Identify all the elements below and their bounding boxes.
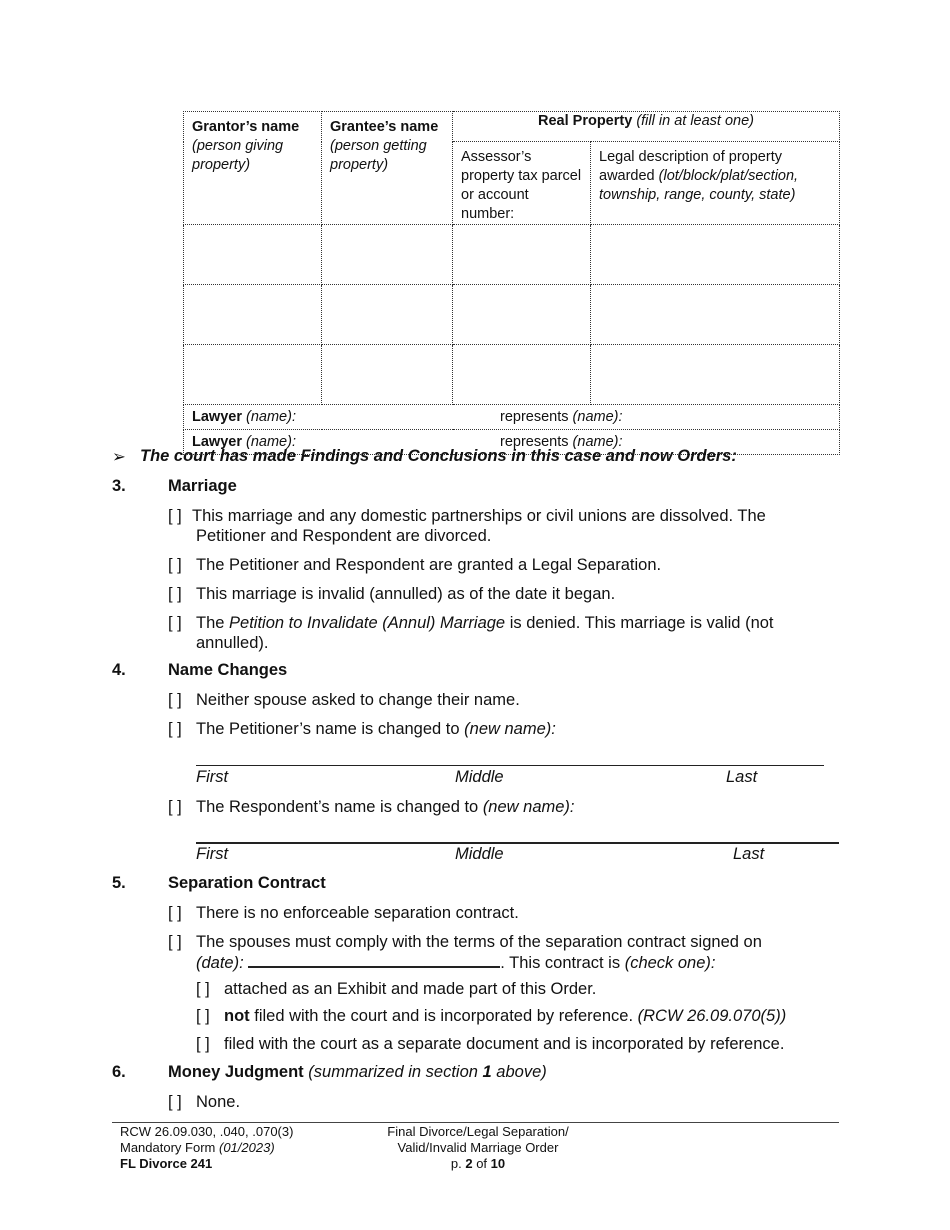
grantee-cell[interactable] <box>322 225 453 285</box>
respondent-new-name-hint: (new name): <box>482 798 575 816</box>
represents-label: represents <box>500 409 569 425</box>
grantor-title: Grantor’s name <box>192 119 300 135</box>
grantee-cell[interactable] <box>322 345 453 405</box>
footer-page <box>338 1156 618 1172</box>
petition-denied-text-2: annulled). <box>196 634 269 652</box>
first-label: First <box>196 845 229 863</box>
petitioner-new-name-hint: (new name): <box>464 720 556 738</box>
petitioner-name-change-label: The Petitioner’s name is changed to <box>196 720 460 738</box>
footer-divider <box>112 1122 839 1123</box>
footer-page-of: of <box>476 1156 488 1171</box>
table-row <box>184 225 840 285</box>
footer-left <box>120 1124 293 1172</box>
assessor-label: Assessor’s property tax parcel or account number: <box>461 149 582 222</box>
checkbox[interactable]: [ ] <box>168 507 182 525</box>
respondent-name-change-text <box>196 797 575 817</box>
filed-separately-text: filed with the court as a separate document and is incorporated by reference. <box>224 1035 785 1053</box>
middle-label: Middle <box>455 845 504 863</box>
footer-title-1: Final Divorce/Legal Separation/ <box>387 1124 569 1139</box>
section-6-number: 6. <box>112 1063 126 1081</box>
petitioner-name-line[interactable] <box>196 765 824 766</box>
first-label: First <box>196 768 229 786</box>
section-6-sub-post: above) <box>496 1063 547 1081</box>
checkbox[interactable]: [ ] <box>196 980 210 998</box>
no-name-change-text: Neither spouse asked to change their name. <box>196 691 520 709</box>
footer-page-number: 2 <box>465 1156 473 1171</box>
date-hint: (date): <box>196 954 244 972</box>
footer-form-id: FL Divorce 241 <box>120 1156 213 1171</box>
legal-description-header <box>591 142 840 225</box>
checkbox[interactable]: [ ] <box>168 556 182 574</box>
checkbox[interactable]: [ ] <box>168 904 182 922</box>
legal-description-cell[interactable] <box>591 225 840 285</box>
lawyer-hint: (name): <box>246 409 296 425</box>
none-text: None. <box>196 1093 241 1111</box>
marriage-invalid-text: This marriage is invalid (annulled) as of the date it began. <box>196 585 616 603</box>
petition-denied-text <box>196 613 774 633</box>
footer-title-2: Valid/Invalid Marriage Order <box>397 1140 559 1155</box>
grantee-cell[interactable] <box>322 285 453 345</box>
checkbox[interactable]: [ ] <box>168 1093 182 1111</box>
orders-intro: The court has made Findings and Conclusions in this case and now Orders: <box>140 447 737 465</box>
legal-description-hint: (lot/block/plat/section, township, range, county, state) <box>599 168 799 203</box>
legal-description-cell[interactable] <box>591 285 840 345</box>
lawyer-label: Lawyer <box>192 409 242 425</box>
represents-hint: (name): <box>572 409 623 425</box>
petitioner-name-change-text <box>196 719 556 739</box>
checkbox[interactable]: [ ] <box>196 1035 210 1053</box>
section-6-sub-num: 1 <box>482 1063 492 1081</box>
comply-contract-text: The spouses must comply with the terms of the separation contract signed on <box>196 933 762 951</box>
checkbox[interactable]: [ ] <box>168 798 182 816</box>
real-property-table <box>183 111 840 455</box>
grantor-subtitle: (person giving property) <box>192 138 284 173</box>
table-row <box>184 285 840 345</box>
petition-denied-pre: The <box>196 614 225 632</box>
checkbox[interactable]: [ ] <box>168 720 182 738</box>
parcel-cell[interactable] <box>453 285 591 345</box>
petition-denied-post: is denied. This marriage is valid (not <box>509 614 774 632</box>
last-label: Last <box>733 845 765 863</box>
footer-center <box>338 1124 618 1172</box>
section-3-number: 3. <box>112 477 126 495</box>
checkbox[interactable]: [ ] <box>168 933 182 951</box>
section-6-sub-pre: (summarized in section <box>308 1063 478 1081</box>
grantor-header <box>184 112 322 225</box>
footer-mandatory-label: Mandatory Form <box>120 1140 216 1155</box>
not-label: not <box>224 1007 250 1025</box>
legal-description-cell[interactable] <box>591 345 840 405</box>
footer-page-total: 10 <box>490 1156 506 1171</box>
real-property-title: Real Property <box>538 113 633 129</box>
section-6-heading <box>168 1063 547 1082</box>
respondent-name-line[interactable] <box>196 842 839 844</box>
checkbox[interactable]: [ ] <box>168 585 182 603</box>
checkbox[interactable]: [ ] <box>196 1007 210 1025</box>
section-4-number: 4. <box>112 661 126 679</box>
contract-date-input[interactable] <box>248 952 500 968</box>
footer-mandatory-form <box>120 1140 293 1156</box>
parcel-cell[interactable] <box>453 345 591 405</box>
contract-is-text: . This contract is <box>500 954 621 972</box>
checkbox[interactable]: [ ] <box>168 614 182 632</box>
assessor-header <box>453 142 591 225</box>
grantee-header <box>322 112 453 225</box>
middle-label: Middle <box>455 768 504 786</box>
lawyer-row <box>184 405 840 430</box>
section-5-title: Separation Contract <box>168 874 326 892</box>
not-filed-rest: filed with the court and is incorporated by reference. <box>254 1007 634 1025</box>
lawyer-label: Lawyer <box>192 434 242 450</box>
legal-description-label: Legal description of property awarded <box>599 149 782 184</box>
arrow-bullet-icon: ➢ <box>112 448 126 466</box>
parcel-cell[interactable] <box>453 225 591 285</box>
grantor-cell[interactable] <box>184 285 322 345</box>
section-5-number: 5. <box>112 874 126 892</box>
last-label: Last <box>726 768 758 786</box>
marriage-dissolved-text-2: Petitioner and Respondent are divorced. <box>196 527 492 545</box>
checkbox[interactable]: [ ] <box>168 691 182 709</box>
lawyer-hint: (name): <box>246 434 296 450</box>
footer-form-date: (01/2023) <box>219 1140 275 1155</box>
no-contract-text: There is no enforceable separation contract. <box>196 904 519 922</box>
real-property-subtitle: (fill in at least one) <box>636 113 754 129</box>
section-6-title: Money Judgment <box>168 1063 304 1081</box>
attached-exhibit-text: attached as an Exhibit and made part of this Order. <box>224 980 597 998</box>
real-property-header <box>453 112 840 142</box>
check-one-hint: (check one): <box>624 954 716 972</box>
legal-separation-text: The Petitioner and Respondent are granted a Legal Separation. <box>196 556 662 574</box>
footer-page-prefix: p. <box>450 1156 462 1171</box>
section-4-title: Name Changes <box>168 661 288 679</box>
rcw-reference: (RCW 26.09.070(5)) <box>637 1007 787 1025</box>
represents-label: represents <box>500 434 569 450</box>
respondent-name-change-label: The Respondent’s name is changed to <box>196 798 479 816</box>
marriage-dissolved-text: This marriage and any domestic partnerships or civil unions are dissolved. The <box>192 507 766 525</box>
grantee-title: Grantee’s name <box>330 119 439 135</box>
grantor-cell[interactable] <box>184 225 322 285</box>
contract-date-row <box>196 952 716 973</box>
footer-rcw: RCW 26.09.030, .040, .070(3) <box>120 1124 294 1139</box>
represents-hint: (name): <box>572 434 623 450</box>
not-filed-text <box>224 1006 786 1026</box>
section-3-title: Marriage <box>168 477 237 495</box>
lawyer-field[interactable] <box>184 405 840 430</box>
table-row <box>184 345 840 405</box>
grantor-cell[interactable] <box>184 345 322 405</box>
grantee-subtitle: (person getting property) <box>330 138 427 173</box>
petition-title: Petition to Invalidate (Annul) Marriage <box>229 614 506 632</box>
